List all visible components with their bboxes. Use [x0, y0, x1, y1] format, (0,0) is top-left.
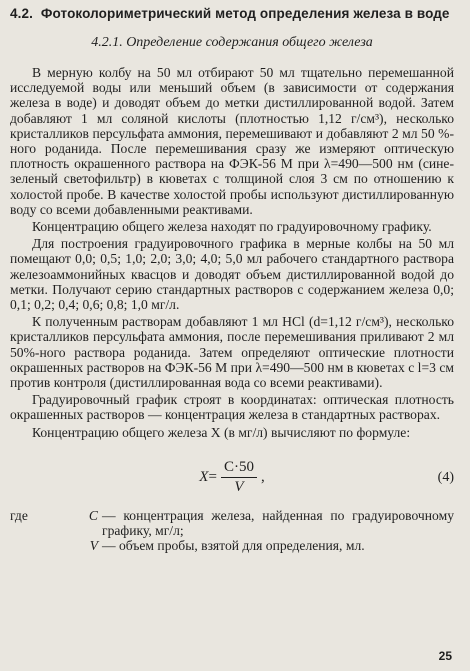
section-number: 4.2.	[10, 6, 33, 21]
definition-c	[74, 508, 454, 538]
page-number: 25	[438, 649, 452, 663]
paragraph-formula-intro: Концентрацию общего железа X (в мг/л) вычисляют по формуле:	[32, 424, 411, 440]
equation-number: (4)	[437, 469, 454, 485]
definition-v	[74, 538, 454, 553]
formula-trailing: ,	[260, 469, 265, 486]
formula-denominator: V	[234, 479, 244, 496]
section-heading	[10, 6, 454, 21]
paragraph-reagents: К полученным растворам добавляют 1 мл HCl (d=1,12 г/см³), несколько кристалликов персульфата аммония, после перемешивания приливают 2 мл 50%-ного раствора роданида. Затем определяют оптические плотности окрашенных растворов на ФЭК-56 М при λ=490—500 нм в кюветах с l=3 см против контроля (дистиллированная вода со всеми реактивами).	[10, 314, 454, 391]
formula-equals: =	[208, 469, 217, 486]
definition-symbol: C	[88, 507, 98, 523]
formula-fraction	[221, 459, 257, 496]
section-title: Фотоколориметрический метод определения железа в воде	[40, 6, 450, 21]
formula-block	[10, 452, 454, 504]
paragraph-calibration: Для построения градуировочного графика в мерные колбы на 50 мл помещают 0,0; 0,5; 1,0; 2,0; 3,0; 4,0; 5,0 мл рабочего стандартного раствора железоаммонийных квасцов и доводят объем дистиллированной водой до метки. Получают серию стандартных растворов с содержанием железа 0,0; 0,1; 0,2; 0,4; 0,6; 0,8; 1,0 мг/л.	[10, 236, 454, 313]
definition-symbol: V	[89, 538, 98, 554]
formula-lhs: X	[199, 469, 209, 486]
definition-text: — концентрация железа, найденная по градуировочному графику, мг/л;	[102, 507, 454, 539]
formula	[10, 459, 414, 496]
variable-definitions	[10, 508, 454, 554]
paragraph-graph: Градуировочный график строят в координатах: оптическая плотность окрашенных растворов — концентрация железа в стандартных растворах.	[10, 392, 454, 423]
formula-numerator: C·50	[221, 459, 257, 478]
where-label: где	[10, 507, 28, 523]
paragraph-procedure: В мерную колбу на 50 мл отбирают 50 мл тщательно перемешанной исследуемой воды или меньший объем (в зависимости от содержания железа в воде) и доводят объем до метки дистиллированной водой. Затем добавляют 1 мл соляной кислоты (плотностью 1,12 г/см³), несколько кристалликов персульфата аммония, перемешивают и добавляют 2 мл 50 %-ного роданида. После перемешивания сразу же измеряют оптическую плотность окрашенного раствора на ФЭК-56 М при λ=490—500 нм (сине-зеленый светофильтр) в кюветах с толщиной слоя 3 см по отношению к холостой пробе. В качестве холостой пробы используют дистиллированную воду со всеми добавленными реактивами.	[10, 65, 454, 217]
subsection-heading: 4.2.1. Определение содержания общего железа	[91, 35, 373, 50]
definition-text: — объем пробы, взятой для определения, мл.	[102, 538, 365, 554]
paragraph-concentration: Концентрацию общего железа находят по градуировочному графику.	[32, 219, 432, 235]
